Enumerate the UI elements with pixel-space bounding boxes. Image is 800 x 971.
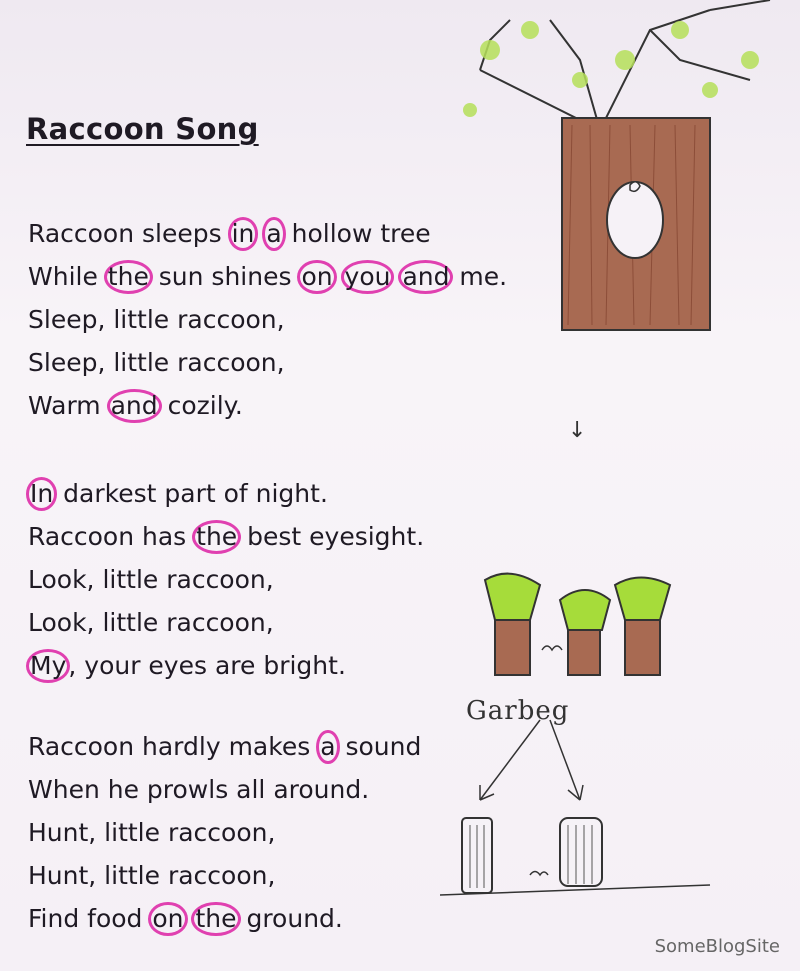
circled-word: and — [398, 260, 453, 294]
poem-text: hollow tree — [283, 219, 431, 248]
hollow-tree-drawing — [450, 0, 790, 360]
watermark: SomeBlogSite — [654, 936, 780, 957]
poem-text: Hunt, little raccoon, — [28, 818, 276, 847]
tree-hollow — [607, 182, 663, 258]
circled-word: the — [104, 260, 153, 294]
poem-line — [28, 255, 507, 298]
poem-title: Raccoon Song — [26, 112, 259, 146]
poem-line — [28, 515, 424, 558]
poem-line — [28, 644, 424, 687]
poem-text: darkest part of night. — [55, 479, 328, 508]
poem-line — [28, 811, 421, 854]
circled-word: a — [316, 730, 339, 764]
poem-text: Raccoon has — [28, 522, 195, 551]
drawing-label: Garbeg — [466, 696, 570, 726]
poem-text: Sleep, little raccoon, — [28, 305, 285, 334]
poem-line — [28, 472, 424, 515]
poem-line — [28, 897, 421, 940]
small-tree-2 — [560, 590, 610, 675]
trash-cans-drawing — [440, 690, 720, 910]
circled-word: on — [297, 260, 336, 294]
trash-can-right — [560, 818, 602, 886]
poem-text: , your eyes are bright. — [68, 651, 346, 680]
circled-word: and — [107, 389, 162, 423]
poem-line — [28, 341, 507, 384]
poem-line — [28, 601, 424, 644]
stanza-2 — [28, 472, 424, 687]
poem-text: best eyesight. — [239, 522, 425, 551]
poem-line — [28, 298, 507, 341]
small-tree-3 — [615, 578, 670, 676]
poem-line — [28, 768, 421, 811]
poem-text: me. — [451, 262, 508, 291]
poem-text: Raccoon hardly makes — [28, 732, 319, 761]
poem-text: When he prowls all around. — [28, 775, 370, 804]
stanza-3 — [28, 725, 421, 940]
poem-text: ground. — [238, 904, 343, 933]
pointer-arrows — [480, 720, 583, 800]
circled-word: in — [228, 217, 259, 251]
poem-text: sun shines — [150, 262, 300, 291]
stanza-1 — [28, 212, 507, 427]
circled-word: a — [262, 217, 285, 251]
circled-word: My — [26, 649, 70, 683]
poem-text: cozily. — [159, 391, 243, 420]
poem-text: sound — [337, 732, 422, 761]
circled-word: on — [148, 902, 187, 936]
poem-text: Look, little raccoon, — [28, 608, 274, 637]
raccoon-small-sketch-icon — [530, 872, 548, 876]
poem-text: Sleep, little raccoon, — [28, 348, 285, 377]
small-trees-drawing — [480, 570, 680, 680]
circled-word: the — [192, 520, 241, 554]
poem-text: While — [28, 262, 106, 291]
poem-text: Raccoon sleeps — [28, 219, 230, 248]
poem-line — [28, 854, 421, 897]
poem-text: Find food — [28, 904, 151, 933]
poem-line — [28, 558, 424, 601]
poem-line — [28, 384, 507, 427]
circled-word: you — [341, 260, 395, 294]
trash-can-left — [462, 818, 492, 893]
circled-word: In — [26, 477, 57, 511]
poem-line — [28, 212, 507, 255]
circled-word: the — [191, 902, 240, 936]
poem-text: Look, little raccoon, — [28, 565, 274, 594]
poem-text: Warm — [28, 391, 109, 420]
small-animal-sketch-icon — [542, 646, 562, 650]
down-arrow-icon: ↓ — [568, 418, 587, 443]
poem-text: Hunt, little raccoon, — [28, 861, 276, 890]
poem-line — [28, 725, 421, 768]
small-tree-1 — [485, 574, 540, 675]
